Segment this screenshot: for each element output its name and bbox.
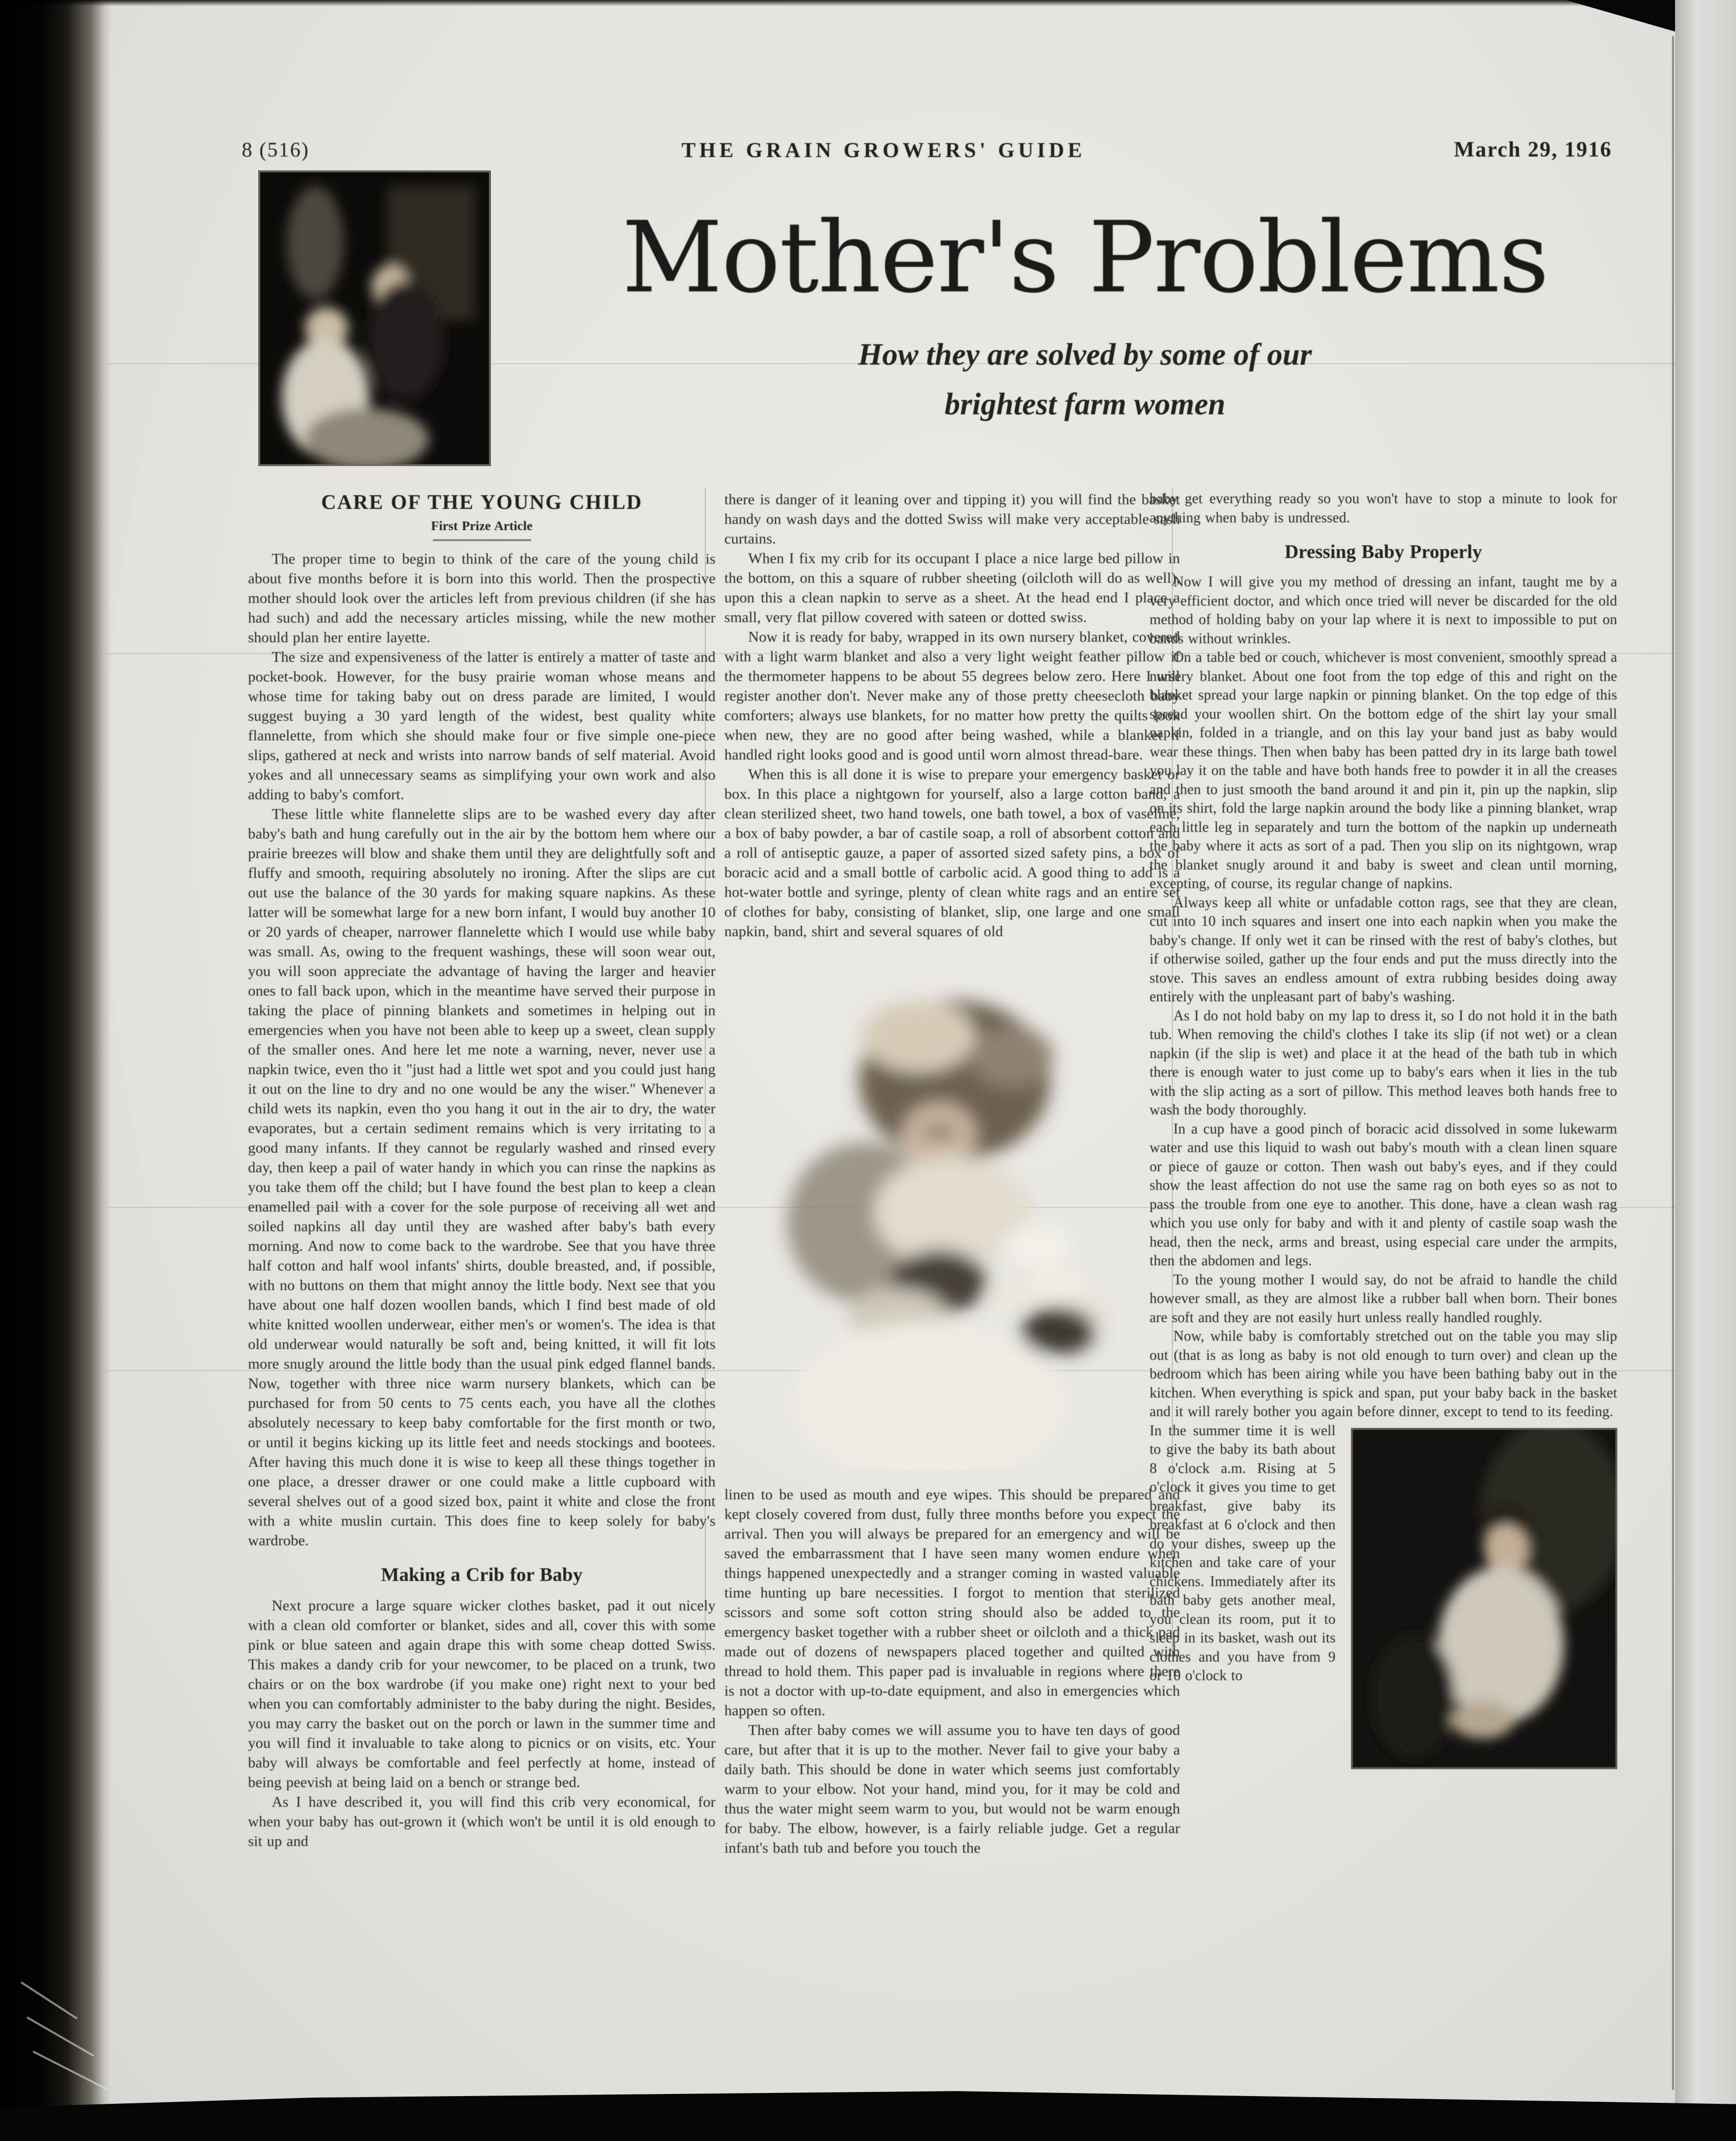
crib-paragraphs	[248, 1596, 716, 1851]
column-2	[724, 490, 1180, 2047]
article-title: Mother's Problems	[622, 200, 1548, 315]
child-with-flowers-photo	[769, 954, 1136, 1470]
paragraph: When I fix my crib for its occupant I place a nice large bed pillow in the bottom, on this a square of rubber sheeting (oilcloth will do as well), upon this a clean napkin to serve as a sheet. At the head end I place a small, very flat pillow covered with sateen or dotted swiss.	[724, 550, 1180, 626]
paragraph: On a table bed or couch, whichever is most convenient, smoothly spread a nursery blanket. About one foot from the top edge of this and right on the blanket spread your large napkin or pinning blanket. On the top edge of this spread your woollen shirt. On the bottom edge of the shirt lay your small napkin, folded in a triangle, and on this lay your band just as baby would wear these things. Then when baby has been patted dry in its large bath towel you lay it on the table and have both hands free to powder it in all the creases and then to just smooth the band around it and pin it, pin up the napkin, slip on its shirt, fold the large napkin around the body like a pinning blanket, wrap each little leg in separately and turn the bottom of the napkin up underneath the baby where it acts as sort of a pad. Then you slip on its nightgown, wrap the blanket snugly around it and baby is sweet and clean until morning, excepting, of course, its regular change of napkins.	[1150, 649, 1617, 892]
crib-section-heading: Making a Crib for Baby	[381, 1564, 583, 1586]
paragraph: Now, while baby is comfortably stretched out on the table you may slip out (that is as long as baby is not old enough to turn over) and clean up the bedroom which has been airing while you have been bathing baby out in the kitchen. When everything is spick and span, put your baby back in the basket and it will rarely bother you again before dinner, except to tend to its feeding.	[1150, 1328, 1617, 1420]
page-top-shadow	[0, 0, 1736, 6]
page-number: 8 (516)	[242, 138, 309, 161]
paragraph: baby get everything ready so you won't have to stop a minute to look for anything when baby is undressed.	[1150, 491, 1617, 526]
paragraph: In a cup have a good pinch of boracic acid dissolved in some lukewarm water and use this liquid to wash out baby's mouth with a clean linen square or piece of gauze or cotton. Then wash out baby's eyes, and if they could show the least affection do not use the same rag on both eyes so as not to pass the trouble from one eye to another. This done, have a clean wash rag which you use only for baby and with it and plenty of castile soap wash the head, then the neck, arms and breast, using especial care under the armpits, then the abdomen and legs.	[1150, 1121, 1617, 1269]
section-heading: CARE OF THE YOUNG CHILD	[321, 490, 643, 514]
paragraph: Now I will give you my method of dressing an infant, taught me by a very efficient doctor, and which once tried will never be discarded for the old method of holding baby on your lap where it is next to impossible to put on bands without wrinkles.	[1150, 574, 1617, 647]
paragraph: Then after baby comes we will assume you to have ten days of good care, but after that it is up to the mother. Never fail to give your baby a daily bath. This should be done in water which seems just comfortably warm to your elbow. Not your hand, mind you, for it may be cold and thus the water might seem warm to you, but would not be warm enough for baby. The elbow, however, is a fairly reliable judge. Get a regular infant's bath tub and before you touch the	[724, 1722, 1180, 1856]
paragraph: Now it is ready for baby, wrapped in its own nursery blanket, covered with a light warm blanket and also a very light weight feather pillow if the thermometer happens to be about 55 degrees below zero. Here I will register another don't. Never make any of those pretty cheesecloth baby comforters; always use blankets, for no matter how pretty the quilts look when new, they are no good after being washed, while a blanket if handled right looks good and is good until worn almost thread-bare.	[724, 629, 1180, 763]
book-spine-shadow	[0, 0, 111, 2141]
paragraph: Always keep all white or unfadable cotton rags, see that they are clean, cut into 10 inch squares and insert one into each napkin when you make the baby's change. If only wet it can be rinsed with the rest of baby's clothes, but if otherwise soiled, gather up the four ends and put the muss directly into the stove. This saves an endless amount of extra rubbing besides doing away entirely with the unpleasant part of baby's washing.	[1150, 894, 1617, 1005]
paragraph: In the summer time it is well to give the baby its bath about 8 o'clock a.m. Rising at 5 o'clock it gives you time to get breakfast, give baby its breakfast at 6 o'clock and then do your dishes, sweep up the kitchen and take care of your chickens. Immediately after its bath baby gets another meal, you clean its room, put it to sleep in its basket, wash out its clothes and you have from 9 or 10 o'clock to	[1150, 1422, 1336, 1684]
paragraph: linen to be used as mouth and eye wipes. This should be prepared and kept closely covered from dust, fully three months before you expect the arrival. Then you will always be prepared for an emergency and will be saved the embarrassment that I have seen many women endure when things happened unexpectedly and a stranger coming in wasted valuable time hunting up bare necessities. I forgot to mention that sterilized scissors and some soft cotton string should also be added to the emergency basket together with a rubber sheet or oilcloth and a thick pad made out of dozens of newspapers placed together and quilted with thread to hold them. This paper pad is invaluable in regions where there is not a doctor with up-to-date equipment, and also in emergencies which happen so often.	[724, 1486, 1180, 1719]
article-subtitle-line1: How they are solved by some of our	[858, 337, 1312, 371]
seated-child-photo	[1351, 1428, 1617, 1769]
paragraph: The size and expensiveness of the latter is entirely a matter of taste and pocket-book. However, for the busy prairie woman whose means and whose time for taking baby out on dress parade are limited, I would suggest buying a 30 yard length of the widest, best quality white flannelette, from which she should make four or five simple one-piece slips, gathered at neck and wrists into narrow bands of self material. Avoid yokes and all unnecessary seams as simplifying your own work and also adding to baby's comfort.	[248, 649, 716, 803]
page-bottom-shadow	[0, 2087, 1736, 2141]
dressing-section-heading: Dressing Baby Properly	[1284, 541, 1482, 563]
heading-rule	[433, 539, 531, 541]
paragraph: To the young mother I would say, do not be afraid to handle the child however small, as they are almost like a rubber ball when born. Their bones are soft and they are not easily hurt unless really handled roughly.	[1150, 1271, 1617, 1326]
column-3	[1150, 490, 1617, 2060]
paragraph: there is danger of it leaning over and tipping it) you will find the basket handy on wash days and the dotted Swiss will make very acceptable sash curtains.	[724, 491, 1180, 547]
column-1	[248, 490, 716, 2047]
column2-paragraphs-above	[724, 490, 1180, 941]
page-edge-line	[1672, 36, 1674, 2090]
paragraph: The proper time to begin to think of the care of the young child is about five months before it is born into this world. Then the prospective mother should look over the articles left from previous children (if she has had such) and add the necessary articles missing, while the new mother should plan her entire layette.	[248, 551, 716, 646]
paragraph: When this is all done it is wise to prepare your emergency basket or box. In this place a nightgown for yourself, also a large cotton band, a clean sterilized sheet, two hand towels, one bath towel, a box of vaseline, a box of baby powder, a bar of castile soap, a roll of absorbent cotton and a roll of antiseptic gauze, a paper of assorted sized safety pins, a box of boracic acid and a small bottle of carbolic acid. A good thing to add is a hot-water bottle and syringe, plenty of clean white rags and an entire set of clothes for baby, consisting of blanket, slip, one large and one small napkin, band, shirt and several squares of old	[724, 766, 1180, 940]
column3-paragraphs	[1150, 573, 1617, 1327]
publication-name: THE GRAIN GROWERS' GUIDE	[681, 138, 1086, 162]
column1-paragraphs	[248, 549, 716, 1550]
mother-and-children-photo	[258, 170, 491, 466]
column2-paragraphs-below	[724, 1485, 1180, 1858]
section-subheading: First Prize Article	[431, 519, 533, 533]
next-page-edge	[1675, 0, 1736, 2141]
paragraph: Next procure a large square wicker clothes basket, pad it out nicely with a clean old comforter or blanket, sides and all, cover this with some pink or blue sateen and again drape this with some cheap dotted Swiss. This makes a dandy crib for your newcomer, to be placed on a trunk, two chairs or on the box wardrobe (if you make one) right next to your bed when you can comfortably administer to the baby during the night. Besides, you may carry the basket out on the porch or lawn in the summer time and you will find it invaluable to take along to picnics or on visits, etc. Your baby will always be comfortable and feel perfectly at home, instead of being peevish at being laid on a bench or strange bed.	[248, 1597, 716, 1791]
article-subtitle-line2: brightest farm women	[944, 387, 1226, 421]
paragraph: As I do not hold baby on my lap to dress it, so I do not hold it in the bath tub. When removing the child's clothes I take its slip (if not wet) or a clean napkin (if the slip is wet) and place it at the head of the bath tub in which there is enough water to just come up to baby's ears when it lies in the tub with the slip acting as a sort of pillow. This method leaves both hands free to wash the body thoroughly.	[1150, 1007, 1617, 1118]
paragraph: As I have described it, you will find this crib very economical, for when your baby has out-grown it (which won't be until it is old enough to sit up and	[248, 1794, 716, 1850]
issue-date: March 29, 1916	[1453, 138, 1612, 162]
paragraph: These little white flannelette slips are to be washed every day after baby's bath and hung carefully out in the air by the bottom hem where our prairie breezes will blow and shake them until they are delightfully soft and fluffy and smooth, requiring absolutely no ironing. After the slips are cut out use the balance of the 30 yards for making square napkins. As these latter will be somewhat large for a new born infant, I would buy another 10 or 20 yards of cheaper, narrower flannelette which I would use while baby was small. As, owing to the frequent washings, these will soon wear out, you will soon appreciate the advantage of having the larger and heavier ones to fall back upon, which in the meantime have served their purpose in taking the place of pinning blankets and sometimes in helping out in emergencies when you have not been able to keep up a sweet, clean supply of the smaller ones. And here let me note a warning, never, never use a napkin twice, even tho it "just had a little wet spot and you could just hang it out on the line to dry and no one would be any the wiser." Whenever a child wets its napkin, even tho you hang it out in the air to dry, the water evaporates, but a certain sediment remains which is very irritating to a good many infants. If they cannot be regularly washed and rinsed every day, then keep a pail of water handy in which you can rinse the napkins as you take them off the child; but I have found the best plan to keep a clean enamelled pail with a cover for the sole purpose of receiving all wet and soiled napkins all day until they are washed after baby's bath every morning. And now to come back to the wardrobe. See that you have three half cotton and half wool infants' shirts, double breasted, and, if possible, with no buttons on them that might annoy the little body. Next see that you have about one half dozen woollen bands, which I find best made of old white knitted woollen underwear, either men's or women's. The idea is that old underwear would naturally be soft and, being knitted, it will fit lots more snugly around the little body than the usual pink edged flannel bands. Now, together with three nice warm nursery blankets, which can be purchased for from 50 cents to 75 cents each, you have all the clothes absolutely necessary to keep baby comfortable for the first month or two, or until it begins kicking up its little feet and needs stockings and bootees. After having this much done it is wise to keep all these things together in one place, a dresser drawer or one could make a little cupboard with several shelves out of a good sized box, paint it white and close the front with a white muslin curtain. This does fine to keep solely for baby's wardrobe.	[248, 806, 716, 1549]
